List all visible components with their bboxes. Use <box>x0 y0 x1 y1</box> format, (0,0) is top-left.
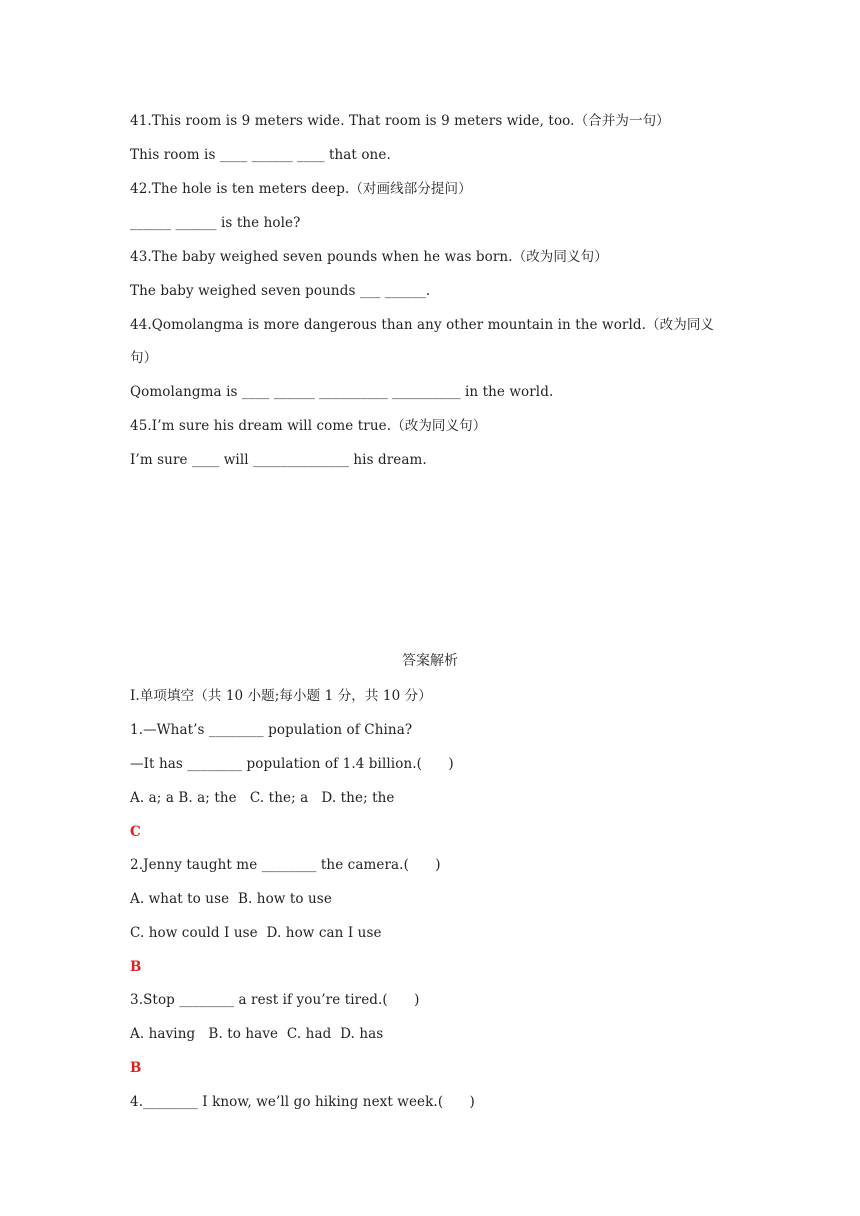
question-41-answer-line: This room is ____ ______ ____ that one. <box>130 147 391 163</box>
answer-item: 3.Stop ________ a rest if you’re tired.( ) <box>130 992 420 1008</box>
answer-item: C. how could I use D. how can I use <box>130 925 382 941</box>
answer-key: B <box>130 959 142 975</box>
answer-key: B <box>130 1060 142 1076</box>
answer-item: A. what to use B. how to use <box>130 891 332 907</box>
question-44-prompt: 44.Qomolangma is more dangerous than any other mountain in the world.（改为同义 <box>130 317 715 333</box>
question-41-prompt: 41.This room is 9 meters wide. That room is 9 meters wide, too.（合并为一句） <box>130 113 670 129</box>
answer-item: A. a; a B. a; the C. the; a D. the; the <box>130 790 395 806</box>
answers-title: 答案解析 <box>402 653 458 669</box>
answer-item: 2.Jenny taught me ________ the camera.( ) <box>130 857 441 873</box>
question-45-answer-line: I’m sure ____ will ______________ his dream. <box>130 452 427 468</box>
question-44-answer-line: Qomolangma is ____ ______ __________ __________ in the world. <box>130 384 554 400</box>
answer-key: C <box>130 824 141 840</box>
section-heading: Ⅰ.单项填空（共 10 小题;每小题 1 分，共 10 分） <box>130 688 432 704</box>
question-43-answer-line: The baby weighed seven pounds ___ ______. <box>130 283 431 299</box>
question-42-prompt: 42.The hole is ten meters deep.（对画线部分提问） <box>130 181 472 197</box>
question-44-prompt-continued: 句） <box>130 350 158 366</box>
answer-item: 1.—What’s ________ population of China? <box>130 722 413 738</box>
answer-item: —It has ________ population of 1.4 billion.( ) <box>130 756 454 772</box>
answer-item: A. having B. to have C. had D. has <box>130 1026 384 1042</box>
answer-item: 4.________ I know, we’ll go hiking next week.( ) <box>130 1094 475 1110</box>
question-42-answer-line: ______ ______ is the hole? <box>130 215 301 231</box>
question-45-prompt: 45.I’m sure his dream will come true.（改为同义句） <box>130 418 487 434</box>
question-43-prompt: 43.The baby weighed seven pounds when he was born.（改为同义句） <box>130 249 608 265</box>
